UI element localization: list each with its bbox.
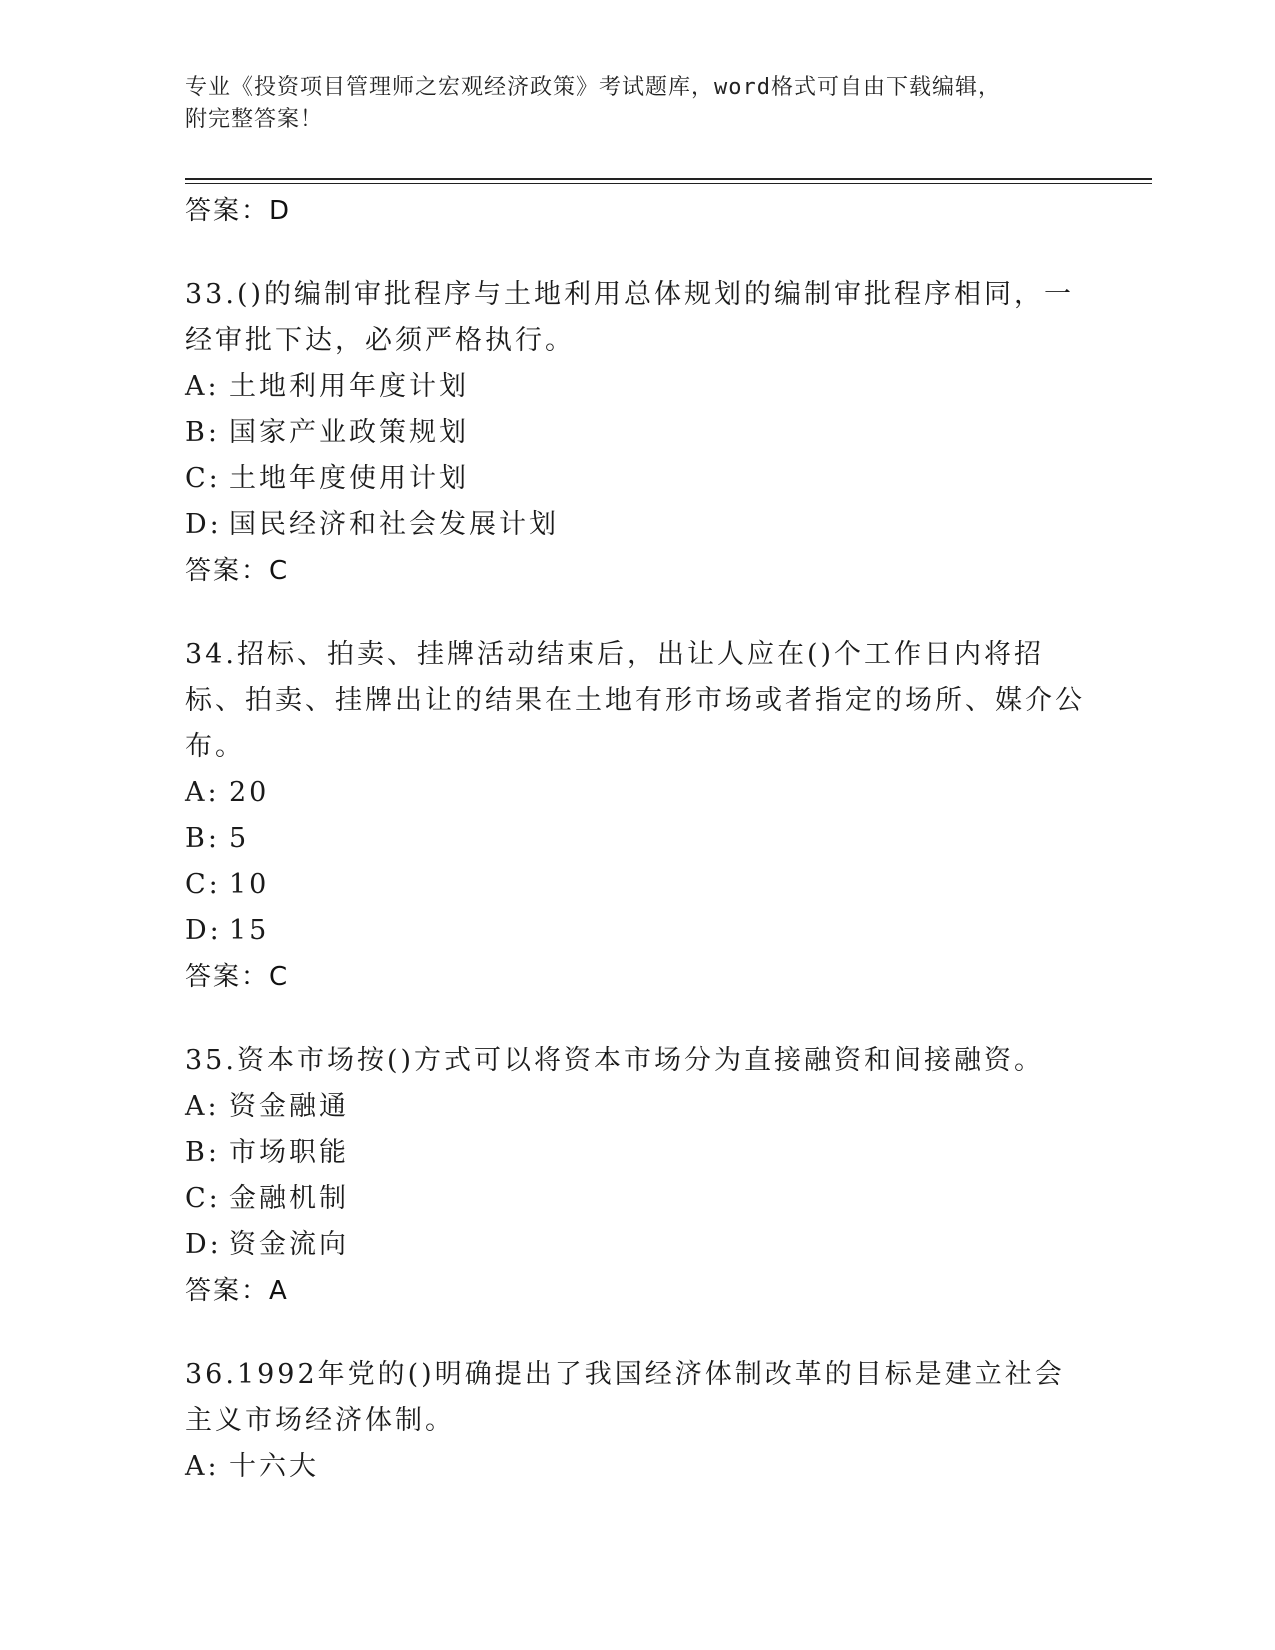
question-block	[185, 1038, 1085, 1314]
option-key: A:	[185, 371, 220, 402]
option-text: 国家产业政策规划	[229, 417, 469, 448]
option-c	[185, 862, 1085, 908]
option-key: A:	[185, 1091, 220, 1122]
option-text: 土地利用年度计划	[229, 371, 469, 402]
header-line-1: 专业《投资项目管理师之宏观经济政策》考试题库，word格式可自由下载编辑，	[185, 75, 1001, 100]
option-a	[185, 1084, 1085, 1130]
option-c	[185, 1176, 1085, 1222]
option-b	[185, 410, 1085, 456]
option-text: 土地年度使用计划	[229, 463, 469, 494]
option-d	[185, 908, 1085, 954]
option-key: D:	[185, 509, 222, 540]
option-a	[185, 770, 1085, 816]
option-key: D:	[185, 915, 222, 946]
option-text: 5	[229, 823, 250, 854]
option-text: 资金融通	[229, 1091, 349, 1122]
option-text: 市场职能	[229, 1137, 349, 1168]
question-block	[185, 272, 1085, 594]
option-key: B:	[185, 823, 220, 854]
question-block	[185, 632, 1085, 1000]
option-key: D:	[185, 1229, 222, 1260]
document-header	[185, 72, 1085, 136]
option-text: 10	[229, 869, 270, 900]
option-a	[185, 364, 1085, 410]
option-text: 15	[229, 915, 270, 946]
question-text: 34.招标、拍卖、挂牌活动结束后，出让人应在()个工作日内将招标、拍卖、挂牌出让的结果在土地有形市场或者指定的场所、媒介公布。	[185, 639, 1085, 762]
answer-line: 答案：C	[185, 556, 290, 586]
question-text: 36.1992年党的()明确提出了我国经济体制改革的目标是建立社会主义市场经济体制。	[185, 1359, 1065, 1436]
option-text: 国民经济和社会发展计划	[229, 509, 559, 540]
option-key: B:	[185, 417, 220, 448]
answer-line: 答案：C	[185, 962, 290, 992]
option-b	[185, 1130, 1085, 1176]
option-key: C:	[185, 1183, 221, 1214]
answer-line: 答案：A	[185, 1276, 289, 1306]
option-a	[185, 1444, 1085, 1490]
option-b	[185, 816, 1085, 862]
question-text: 35.资本市场按()方式可以将资本市场分为直接融资和间接融资。	[185, 1045, 1045, 1076]
option-key: A:	[185, 777, 220, 808]
option-key: C:	[185, 463, 221, 494]
option-key: A:	[185, 1451, 220, 1482]
option-key: C:	[185, 869, 221, 900]
question-block	[185, 1352, 1085, 1490]
header-line-2: 附完整答案！	[185, 107, 324, 132]
option-text: 金融机制	[229, 1183, 349, 1214]
option-c	[185, 456, 1085, 502]
option-d	[185, 502, 1085, 548]
option-text: 资金流向	[229, 1229, 349, 1260]
option-text: 十六大	[229, 1451, 319, 1482]
option-text: 20	[229, 777, 270, 808]
answer-line: 答案：D	[185, 196, 292, 226]
option-key: B:	[185, 1137, 220, 1168]
option-d	[185, 1222, 1085, 1268]
header-divider	[185, 178, 1152, 180]
header-divider-thin	[185, 183, 1152, 184]
document-body	[185, 188, 1085, 1490]
question-text: 33.()的编制审批程序与土地利用总体规划的编制审批程序相同，一经审批下达，必须严格执行。	[185, 279, 1075, 356]
